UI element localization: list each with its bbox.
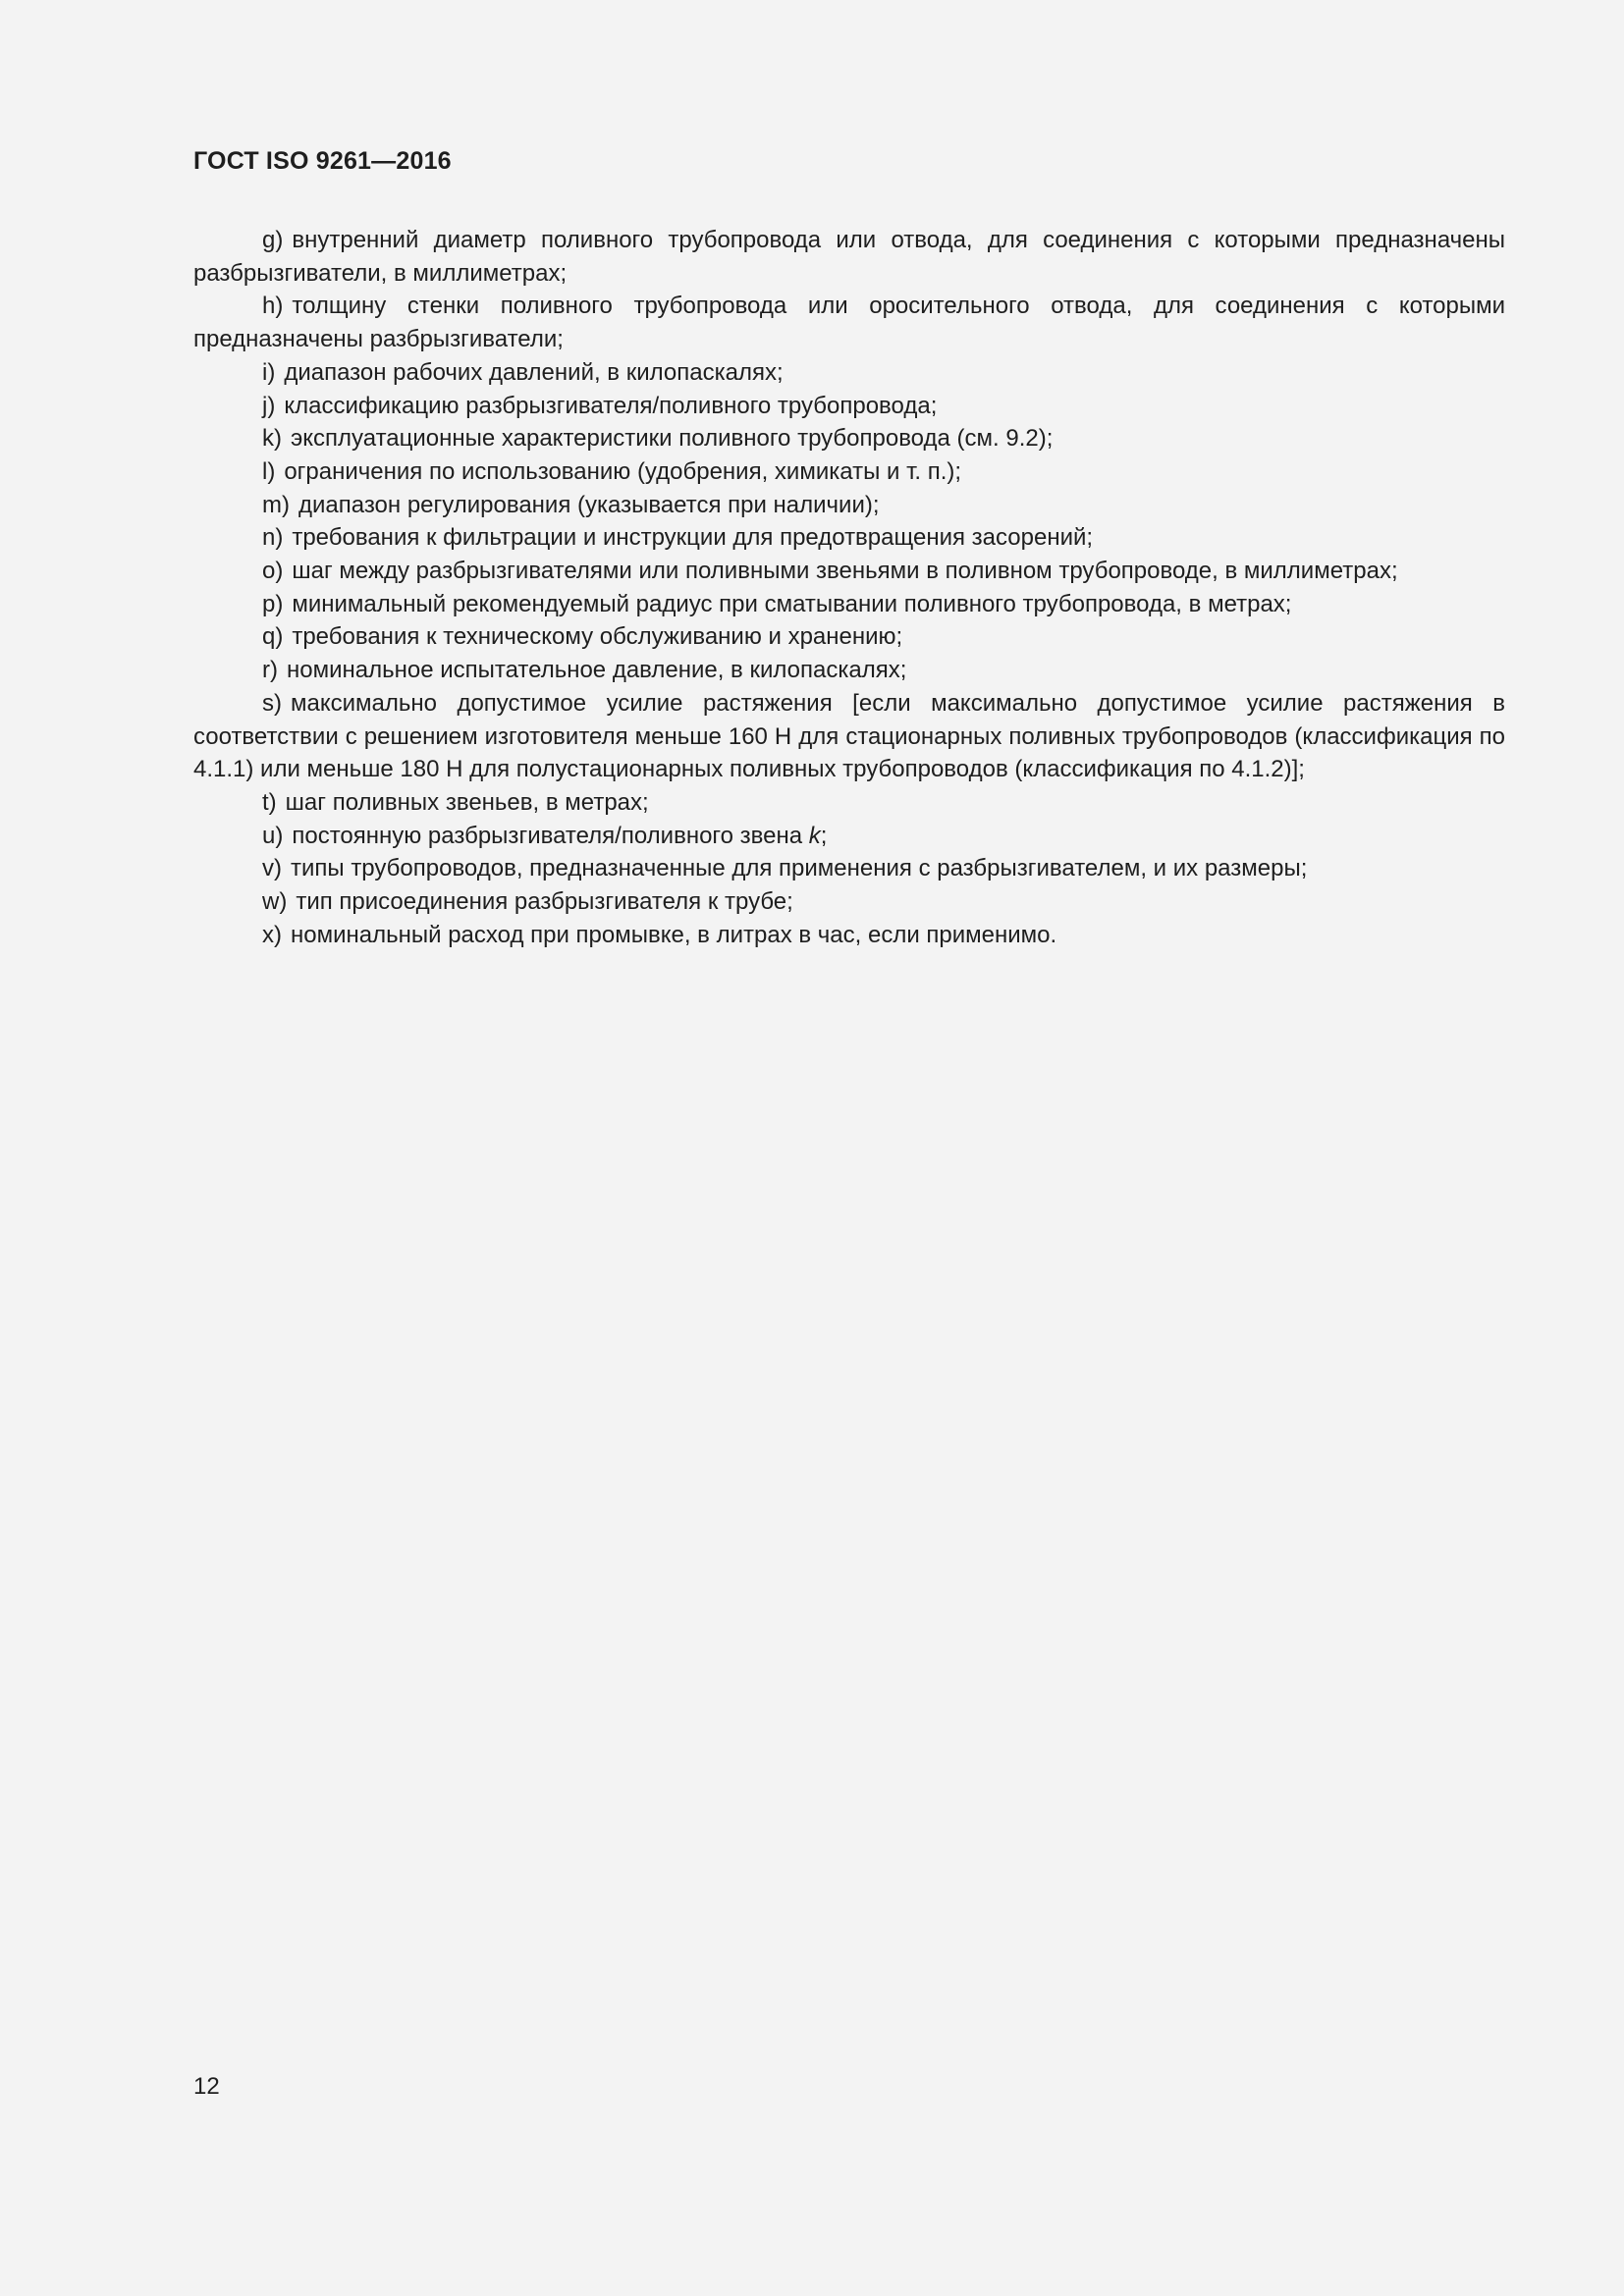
item-text: типы трубопроводов, предназначенные для применения с разбрызгивателем, и их размеры; [291,855,1308,882]
item-text: ограничения по использованию (удобрения, химикаты и т. п.); [284,457,962,485]
item-label: n) [262,524,284,552]
item-label: j) [262,392,276,419]
list-item [193,455,1505,489]
item-label: k) [262,425,282,453]
page-number: 12 [193,2073,220,2100]
list-item [193,588,1505,621]
requirements-list [193,224,1505,951]
list-item [193,786,1505,820]
item-label: t) [262,788,277,816]
list-item [193,489,1505,522]
item-label: s) [262,689,282,717]
list-item [193,555,1505,588]
item-text: эксплуатационные характеристики поливного трубопровода (см. 9.2); [291,425,1054,453]
list-item [193,224,1505,290]
list-item [193,422,1505,455]
list-item [193,390,1505,423]
item-label: w) [262,888,288,916]
list-item [193,356,1505,390]
list-item [193,820,1505,853]
item-text: толщину стенки поливного трубопровода или оросительного отвода, для соединения с которыми предназначены разбрызгиватели; [193,293,1505,353]
document-header: ГОСТ ISO 9261—2016 [193,147,452,175]
item-text: максимально допустимое усилие растяжения [если максимально допустимое усилие растяжения в соответствии с решением изготовителя меньше 160 Н для стационарных поливных трубопроводов (классификация по 4.1.1) или меньше 180 Н для полустационарных поливных трубопроводов (классификация по 4.1.2)]; [193,689,1505,783]
item-text: номинальный расход при промывке, в литрах в час, если применимо. [291,921,1057,948]
item-text: шаг поливных звеньев, в метрах; [285,788,649,816]
item-label: x) [262,921,282,948]
item-label: o) [262,558,284,585]
list-item [193,885,1505,919]
item-label: p) [262,590,284,617]
item-label: q) [262,623,284,651]
item-label: l) [262,457,276,485]
list-item [193,620,1505,654]
item-text: минимальный рекомендуемый радиус при сматывании поливного трубопровода, в метрах; [292,590,1292,617]
list-item [193,290,1505,355]
item-label: u) [262,822,284,849]
item-label: h) [262,293,284,320]
list-item [193,654,1505,687]
item-text: требования к фильтрации и инструкции для предотвращения засорений; [292,524,1094,552]
item-text: классификацию разбрызгивателя/поливного трубопровода; [284,392,938,419]
item-text: тип присоединения разбрызгивателя к трубе; [296,888,793,916]
list-item [193,521,1505,555]
item-label: i) [262,358,276,386]
item-italic-symbol: k [808,822,821,849]
item-text: внутренний диаметр поливного трубопровода или отвода, для соединения с которыми предназначены разбрызгиватели, в миллиметрах; [193,227,1505,287]
item-text: диапазон рабочих давлений, в килопаскалях; [284,358,784,386]
item-text: диапазон регулирования (указывается при наличии); [298,491,880,518]
list-item [193,687,1505,786]
item-label: v) [262,855,282,882]
item-text: требования к техническому обслуживанию и хранению; [292,623,903,651]
item-text: постоянную разбрызгивателя/поливного звена [292,822,803,849]
list-item [193,852,1505,885]
item-label: r) [262,657,278,684]
item-text: номинальное испытательное давление, в килопаскалях; [286,657,907,684]
item-label: g) [262,227,284,253]
item-text: шаг между разбрызгивателями или поливными звеньями в поливном трубопроводе, в миллиметрах; [292,558,1398,585]
item-label: m) [262,491,290,518]
item-text-tail: ; [820,822,828,849]
list-item [193,919,1505,952]
